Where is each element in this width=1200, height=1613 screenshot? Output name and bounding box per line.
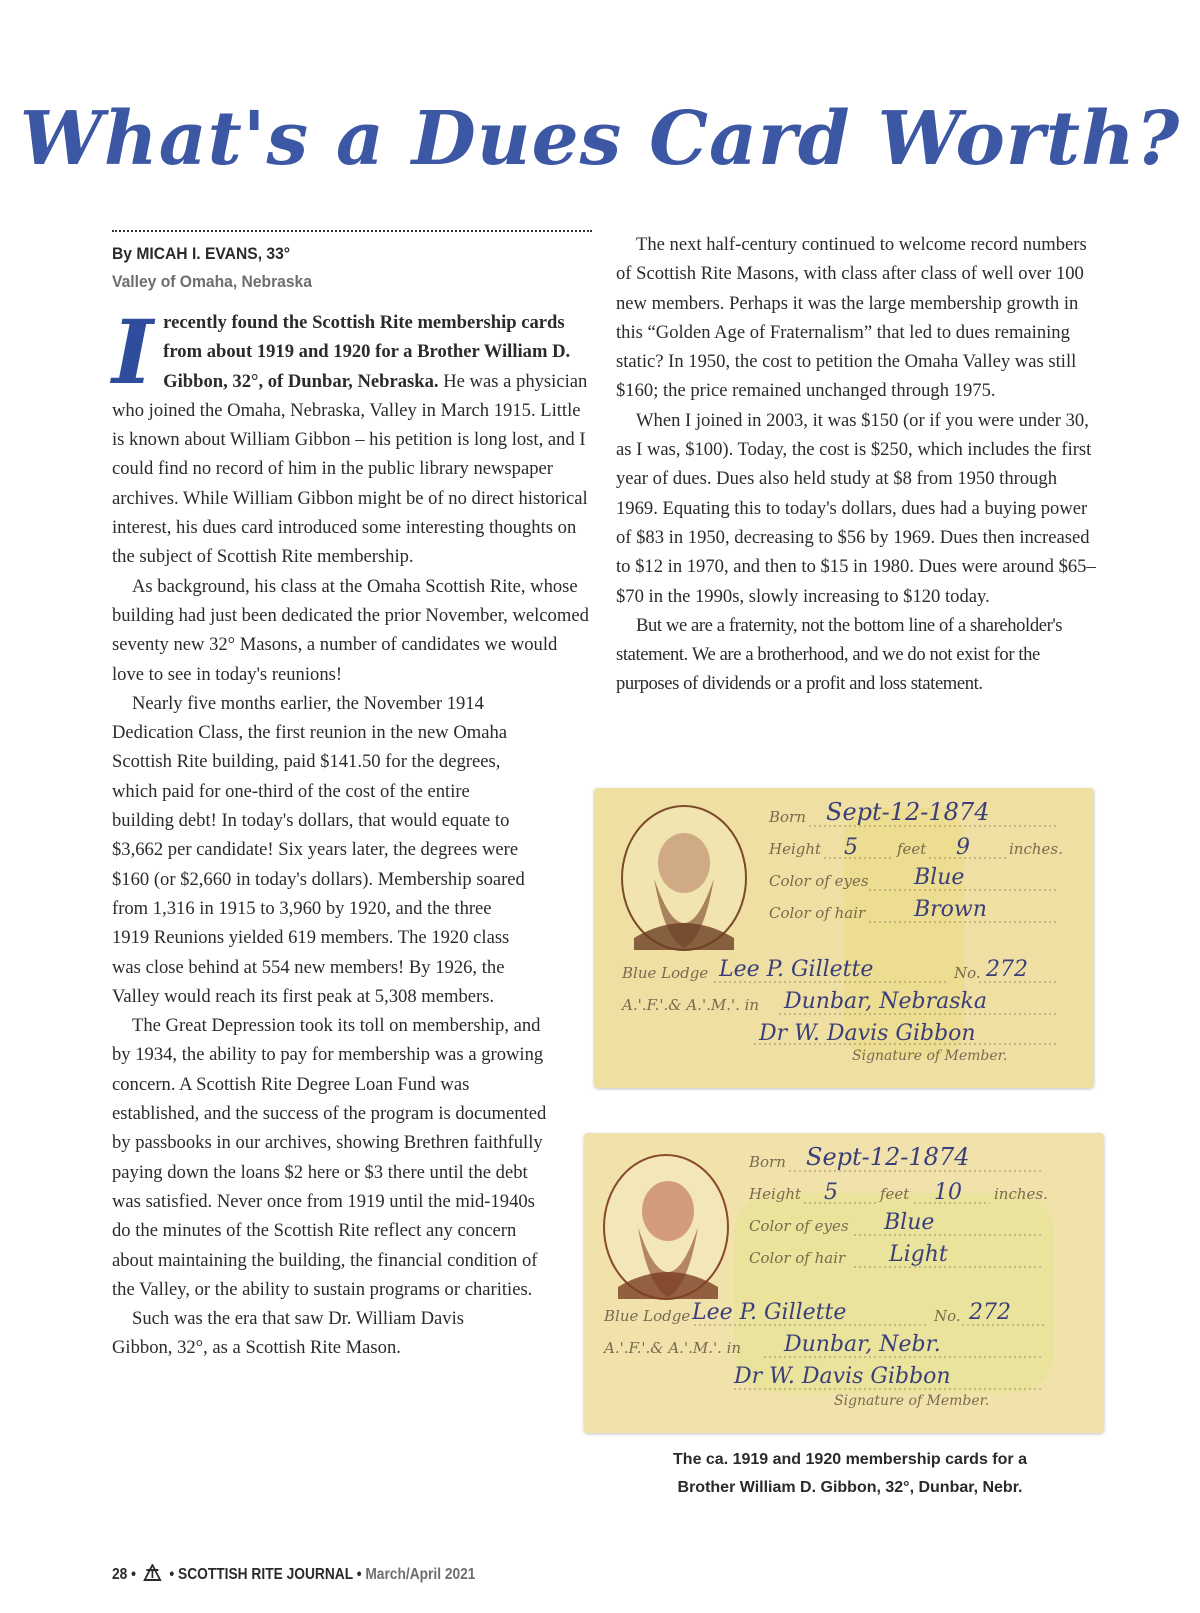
- caption-line-2: Brother William D. Gibbon, 32°, Dunbar, Nebr.: [677, 1479, 1023, 1496]
- feet-value: 5: [824, 1180, 838, 1205]
- dotted-divider: [112, 230, 592, 232]
- paragraph-1: [112, 300, 592, 572]
- signature-value: Dr W. Davis Gibbon: [759, 1021, 976, 1046]
- caption-line-1: The ca. 1919 and 1920 membership cards for a: [673, 1451, 1027, 1468]
- author-location: Valley of Omaha, Nebraska: [112, 272, 312, 291]
- signature-label: Signature of Member.: [852, 1048, 1008, 1064]
- paragraph-1-rest: He was a physician who joined the Omaha, Nebraska, Valley in March 1915. Little is known about William Gibbon – his petition is long lost, and I could find no record of him in the public library newspaper archives. While William Gibbon might be of no direct historical interest, his dues card introduced some interesting thoughts on the subject of Scottish Rite membership.: [112, 370, 588, 568]
- right-paragraph-3: But we are a fraternity, not the bottom line of a shareholder's statement. We are a brotherhood, and we do not exist for the purposes of dividends or a profit and loss statement.: [616, 614, 1063, 695]
- hair-value: Light: [889, 1242, 948, 1267]
- eyes-value: Blue: [884, 1210, 935, 1235]
- inches-label: inches.: [994, 1185, 1048, 1203]
- issue-date: March/April 2021: [365, 1566, 476, 1583]
- born-label: Born: [749, 1153, 786, 1171]
- right-paragraph-1: The next half-century continued to welcome record numbers of Scottish Rite Masons, with class after class of well over 100 new members. Perhaps it was the large membership growth in this “Golden Age of Fraternalism” that led to dues remaining static? In 1950, the cost to petition the Omaha Valley was still $160; the price remained unchanged through 1975.: [616, 234, 1087, 402]
- feet-value: 5: [844, 835, 858, 860]
- membership-card-1919: [594, 788, 1094, 1088]
- author-byline: By MICAH I. EVANS, 33°: [112, 244, 291, 263]
- signature-value: Dr W. Davis Gibbon: [734, 1364, 951, 1389]
- lodge-no-value: 272: [986, 957, 1028, 982]
- lodge-no-value: 272: [969, 1300, 1011, 1325]
- lodge-value: Lee P. Gillette: [719, 957, 874, 982]
- place-value: Dunbar, Nebraska: [784, 989, 987, 1014]
- lodge-label: Blue Lodge: [604, 1307, 691, 1325]
- lodge-no-label: No.: [934, 1307, 961, 1325]
- born-value: Sept-12-1874: [806, 1143, 970, 1171]
- drop-cap: I: [112, 300, 154, 404]
- afam-label: A.'.F.'.& A.'.M.'. in: [604, 1339, 742, 1357]
- born-label: Born: [769, 808, 806, 826]
- paragraph-3: Nearly five months earlier, the November 1914 Dedication Class, the first reunion in the new Omaha Scottish Rite building, paid $141.50 for the degrees, which paid for one-third of the cost of the entire building debt! In today's dollars, that would equate to $3,662 per candidate! Six years later, the degrees were $160 (or $2,660 in today's dollars). Membership soared from 1,316 in 1915 to 3,960 by 1920, and the three 1919 Reunions yielded 619 members. The 1920 class was close behind at 554 new members! By 1926, the Valley would reach its first peak at 5,308 members.: [112, 692, 525, 1007]
- page-number: 28: [112, 1566, 128, 1583]
- height-label: Height: [769, 840, 822, 858]
- double-eagle-icon: [143, 1564, 162, 1587]
- inches-value: 10: [934, 1180, 962, 1205]
- article-title: What's a Dues Card Worth?: [19, 96, 1181, 182]
- inches-label: inches.: [1009, 840, 1063, 858]
- paragraph-5: Such was the era that saw Dr. William Davis Gibbon, 32°, as a Scottish Rite Mason.: [112, 1308, 464, 1359]
- height-label: Height: [749, 1185, 802, 1203]
- figure-caption: [600, 1446, 1100, 1502]
- left-body-text: [112, 300, 592, 1363]
- eyes-label: Color of eyes: [769, 872, 869, 890]
- afam-label: A.'.F.'.& A.'.M.'. in: [622, 996, 760, 1014]
- signature-label: Signature of Member.: [834, 1393, 990, 1409]
- feet-label: feet: [897, 840, 927, 858]
- membership-card-1920: [584, 1133, 1104, 1433]
- inches-value: 9: [956, 835, 970, 860]
- hair-label: Color of hair: [769, 904, 866, 922]
- lead-sentence: recently found the Scottish Rite membership cards from about 1919 and 1920 for a Brother William D. Gibbon, 32°, of Dunbar, Nebraska.: [163, 312, 571, 392]
- place-value: Dunbar, Nebr.: [784, 1332, 941, 1357]
- page-footer: 28 • • SCOTTISH RITE JOURNAL • March/April 2021: [112, 1564, 475, 1587]
- left-column: [112, 230, 592, 1363]
- right-column: [616, 230, 1096, 699]
- eyes-value: Blue: [914, 865, 965, 890]
- born-value: Sept-12-1874: [826, 798, 990, 826]
- paragraph-2: As background, his class at the Omaha Scottish Rite, whose building had just been dedicated the prior November, welcomed seventy new 32° Masons, a number of candidates we would love to see in today's reunions!: [112, 575, 589, 685]
- journal-name: SCOTTISH RITE JOURNAL: [178, 1566, 353, 1583]
- right-paragraph-2: When I joined in 2003, it was $150 (or if you were under 30, as I was, $100). Today, the cost is $250, which includes the first year of dues. Dues also held study at $8 from 1950 through 1969. Equating this to today's dollars, dues had a buying power of $83 in 1950, decreasing to $56 by 1969. Dues then increased to $12 in 1970, and then to $15 in 1980. Dues were around $65–$70 in the 1990s, slowly increasing to $120 today.: [616, 409, 1096, 607]
- paragraph-4: The Great Depression took its toll on membership, and by 1934, the ability to pay for membership was a growing concern. A Scottish Rite Degree Loan Fund was established, and the success of the program is documented by passbooks in our archives, showing Brethren faithfully paying down the loans $2 here or $3 there until the debt was satisfied. Never once from 1919 until the mid-1940s do the minutes of the Scottish Rite reflect any concern about maintaining the building, the financial condition of the Valley, or the ability to sustain programs or charities.: [112, 1015, 547, 1300]
- lodge-no-label: No.: [954, 964, 981, 982]
- hair-value: Brown: [914, 897, 987, 922]
- lodge-value: Lee P. Gillette: [692, 1300, 847, 1325]
- hair-label: Color of hair: [749, 1249, 846, 1267]
- lodge-label: Blue Lodge: [622, 964, 709, 982]
- feet-label: feet: [880, 1185, 910, 1203]
- eyes-label: Color of eyes: [749, 1217, 849, 1235]
